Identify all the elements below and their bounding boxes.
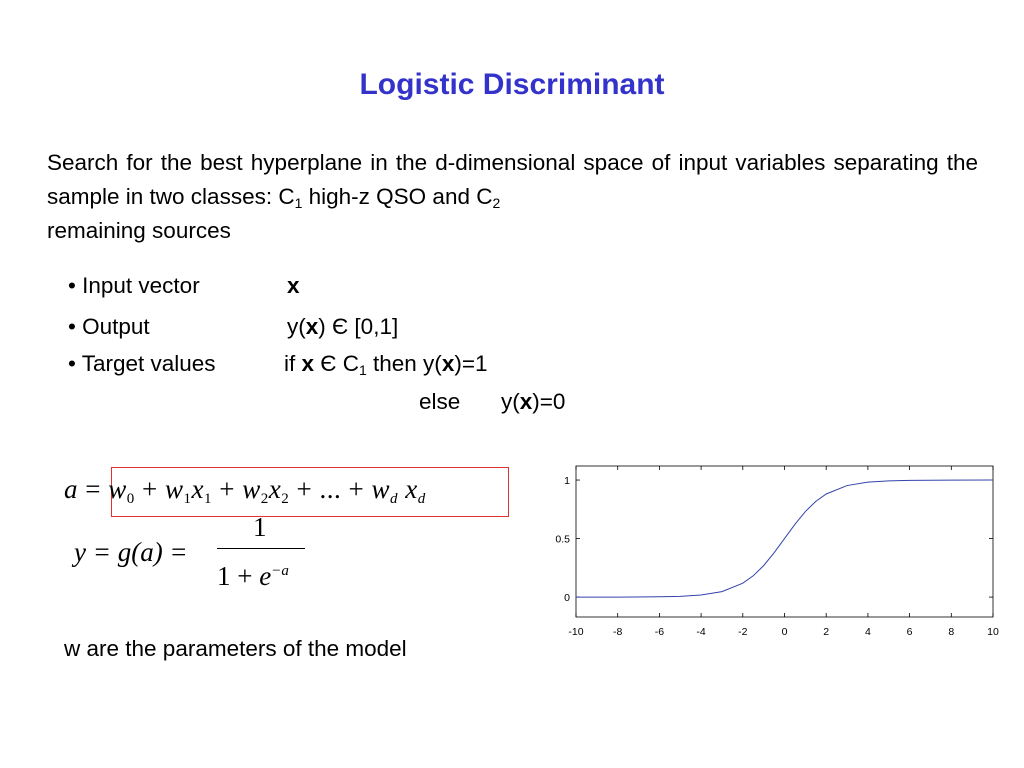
sigmoid-plot [540, 460, 1010, 645]
intro-paragraph [47, 146, 978, 248]
x-tick-label: -4 [696, 626, 706, 638]
x-tick-label: -8 [613, 626, 623, 638]
intro-line-1: Search for the best hyperplane in the d-dimensional space of input [47, 150, 728, 175]
sigmoid-equation-lhs: y = g(a) = [74, 537, 188, 567]
x-tick-label: 2 [823, 626, 830, 638]
x-tick-label: 4 [864, 626, 871, 638]
y-tick-label: 0 [564, 592, 570, 605]
bullet-output-label: • Output [68, 314, 150, 339]
sigmoid-plot-svg [540, 460, 1010, 645]
else-value: y(x)=0 [501, 389, 566, 414]
y-tick-label: 0.5 [555, 533, 570, 546]
intro-line-2a: variables separating the sample in two classes: C [47, 150, 978, 209]
bullet-output-value: y(x) Є [0,1] [287, 314, 399, 339]
x-tick-label: 0 [781, 626, 788, 638]
intro-sub-2: 2 [492, 195, 501, 211]
x-tick-label: 10 [987, 626, 999, 638]
bullet-input-label: • Input vector [68, 273, 200, 298]
slide-title: Logistic Discriminant [359, 68, 665, 101]
sigmoid-denominator: $1 + e^{-a}$ [217, 561, 289, 591]
plot-frame [576, 466, 993, 617]
bullet-target-label: • Target values [68, 351, 216, 376]
x-tick-label: 6 [906, 626, 913, 638]
x-tick-label: -6 [654, 626, 665, 638]
bullet-input-value: x [287, 273, 300, 298]
x-tick-label: -10 [568, 626, 584, 638]
sigmoid-numerator: 1 [253, 512, 267, 542]
bullet-target-value: if x Є $C_1$ then y(x)=1 [284, 351, 488, 378]
y-tick-label: 1 [564, 475, 570, 488]
parameters-note: w are the parameters of the model [64, 636, 407, 661]
sigmoid-curve [576, 480, 993, 597]
fraction-bar [217, 548, 305, 549]
else-word: else [419, 389, 461, 414]
intro-line-2b: high-z QSO and C [302, 184, 493, 209]
x-tick-label: 8 [948, 626, 955, 638]
linear-equation: $a = w_0 + w_1x_1 + w_2x_2$ + ... + $w_d$ $x_d$ [64, 474, 426, 507]
x-tick-label: -2 [738, 626, 748, 638]
intro-line-3: remaining sources [47, 218, 231, 243]
intro-sub-1: 1 [294, 195, 303, 211]
